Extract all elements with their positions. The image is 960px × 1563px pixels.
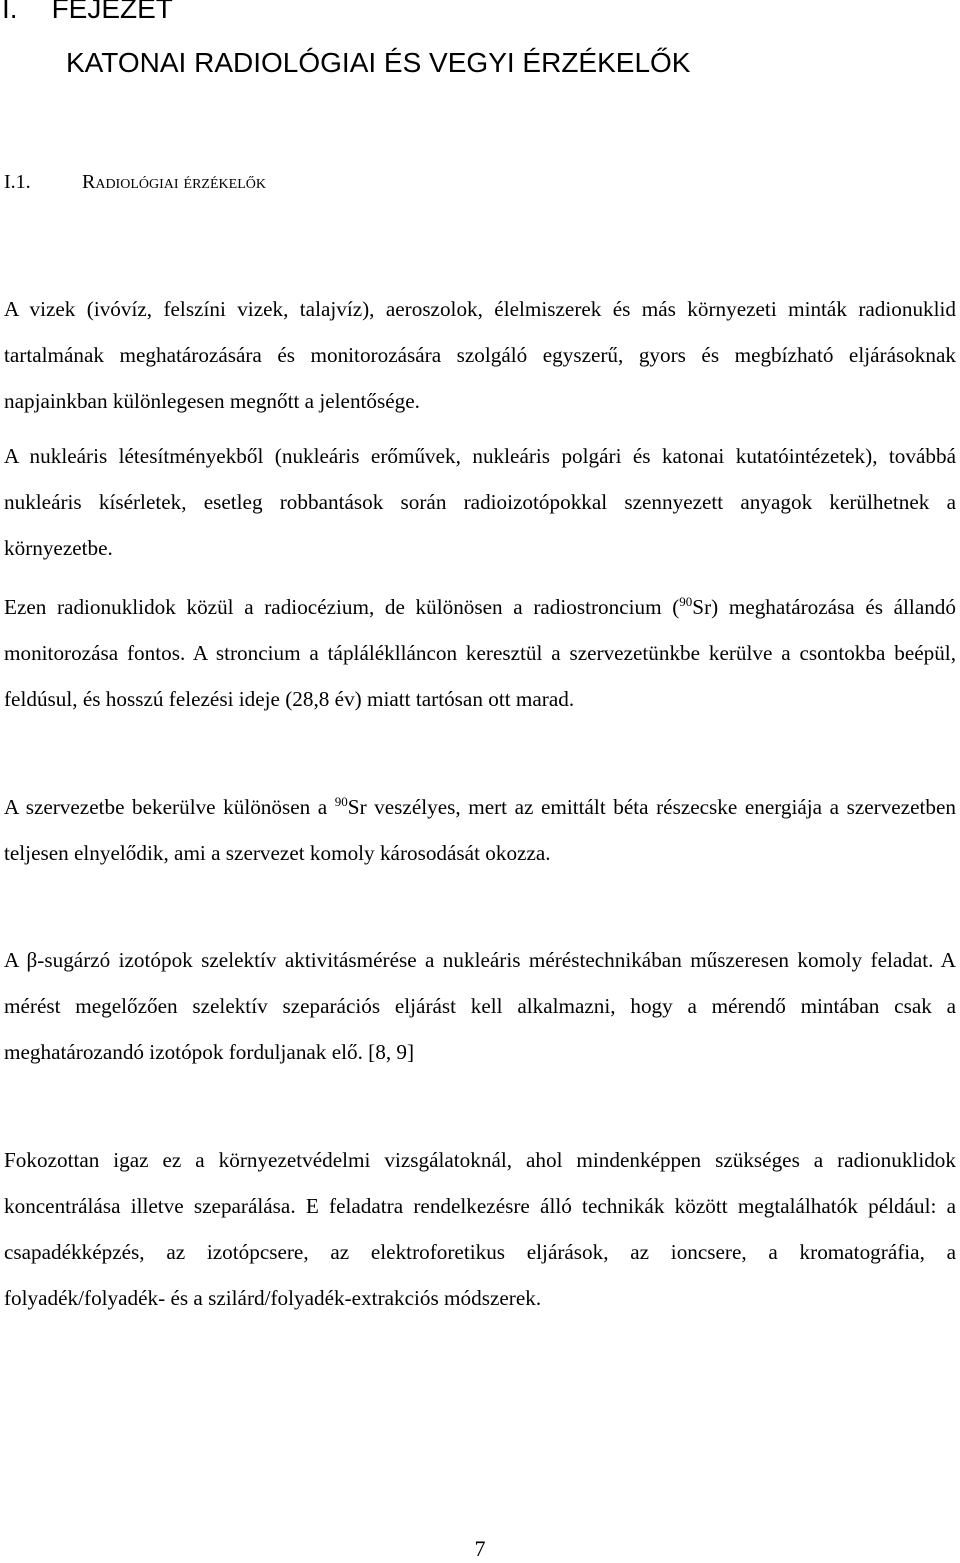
- paragraph-3: [4, 584, 956, 722]
- section-title: Radiológiai érzékelők: [82, 171, 266, 193]
- isotope-mass-number: 90: [679, 594, 693, 609]
- page-number: 7: [474, 1536, 486, 1561]
- paragraph-3-after: Sr) meghatározása és állandó monitorozása fontos. A stroncium a tápláléklláncon keresztül a szervezetünkbe kerülve a csontokba beépül, feldúsul, és hosszú felezési ideje (28,8 év) miatt tartósan ott marad.: [4, 595, 956, 711]
- paragraph-2: A nukleáris létesítményekből (nukleáris erőművek, nukleáris polgári és katonai kutatóintézetek), továbbá nukleáris kísérletek, esetleg robbantások során radioizotópokkal szennyezett anyagok kerülhetnek a környezetbe.: [4, 444, 956, 560]
- paragraph-1: A vizek (ivóvíz, felszíni vizek, talajvíz), aeroszolok, élelmiszerek és más környezeti minták radionuklid tartalmának meghatározására és monitorozására szolgáló egyszerű, gyors és megbízható eljárásoknak napjainkban különlegesen megnőtt a jelentősége.: [4, 297, 956, 413]
- paragraph-4: [4, 784, 956, 876]
- section-heading: [4, 170, 266, 194]
- chapter-number: [2, 0, 173, 26]
- paragraph-4-after: Sr veszélyes, mert az emittált béta részecske energiája a szervezetben teljesen elnyelődik, ami a szervezet komoly károsodását okozza.: [4, 795, 957, 865]
- chapter-word: FEJEZET: [51, 0, 173, 24]
- isotope-mass-number: 90: [334, 794, 348, 809]
- paragraph-6: Fokozottan igaz ez a környezetvédelmi vizsgálatoknál, ahol mindenképpen szükséges a radionuklidok koncentrálása illetve szeparálása. E feladatra rendelkezésre álló technikák között megtalálhatók például: a csapadékképzés, az izotópcsere, az elektroforetikus eljárások, az ioncsere, a kromatográfia, a folyadék/folyadék- és a szilárd/folyadék-extrakciós módszerek.: [4, 1148, 956, 1310]
- section-number: I.1.: [4, 171, 31, 193]
- chapter-title: KATONAI RADIOLÓGIAI ÉS VEGYI ÉRZÉKELŐK: [66, 47, 691, 78]
- chapter-roman: I.: [2, 0, 18, 24]
- paragraph-4-before: A szervezetbe bekerülve különösen a: [4, 795, 335, 819]
- paragraph-3-before: Ezen radionuklidok közül a radiocézium, de különösen a radiostroncium (: [4, 595, 680, 619]
- paragraph-5: A β-sugárzó izotópok szelektív aktivitásmérése a nukleáris méréstechnikában műszeresen komoly feladat. A mérést megelőzően szelektív szeparációs eljárást kell alkalmazni, hogy a mérendő mintában csak a meghatározandó izotópok forduljanak elő. [8, 9]: [4, 948, 956, 1064]
